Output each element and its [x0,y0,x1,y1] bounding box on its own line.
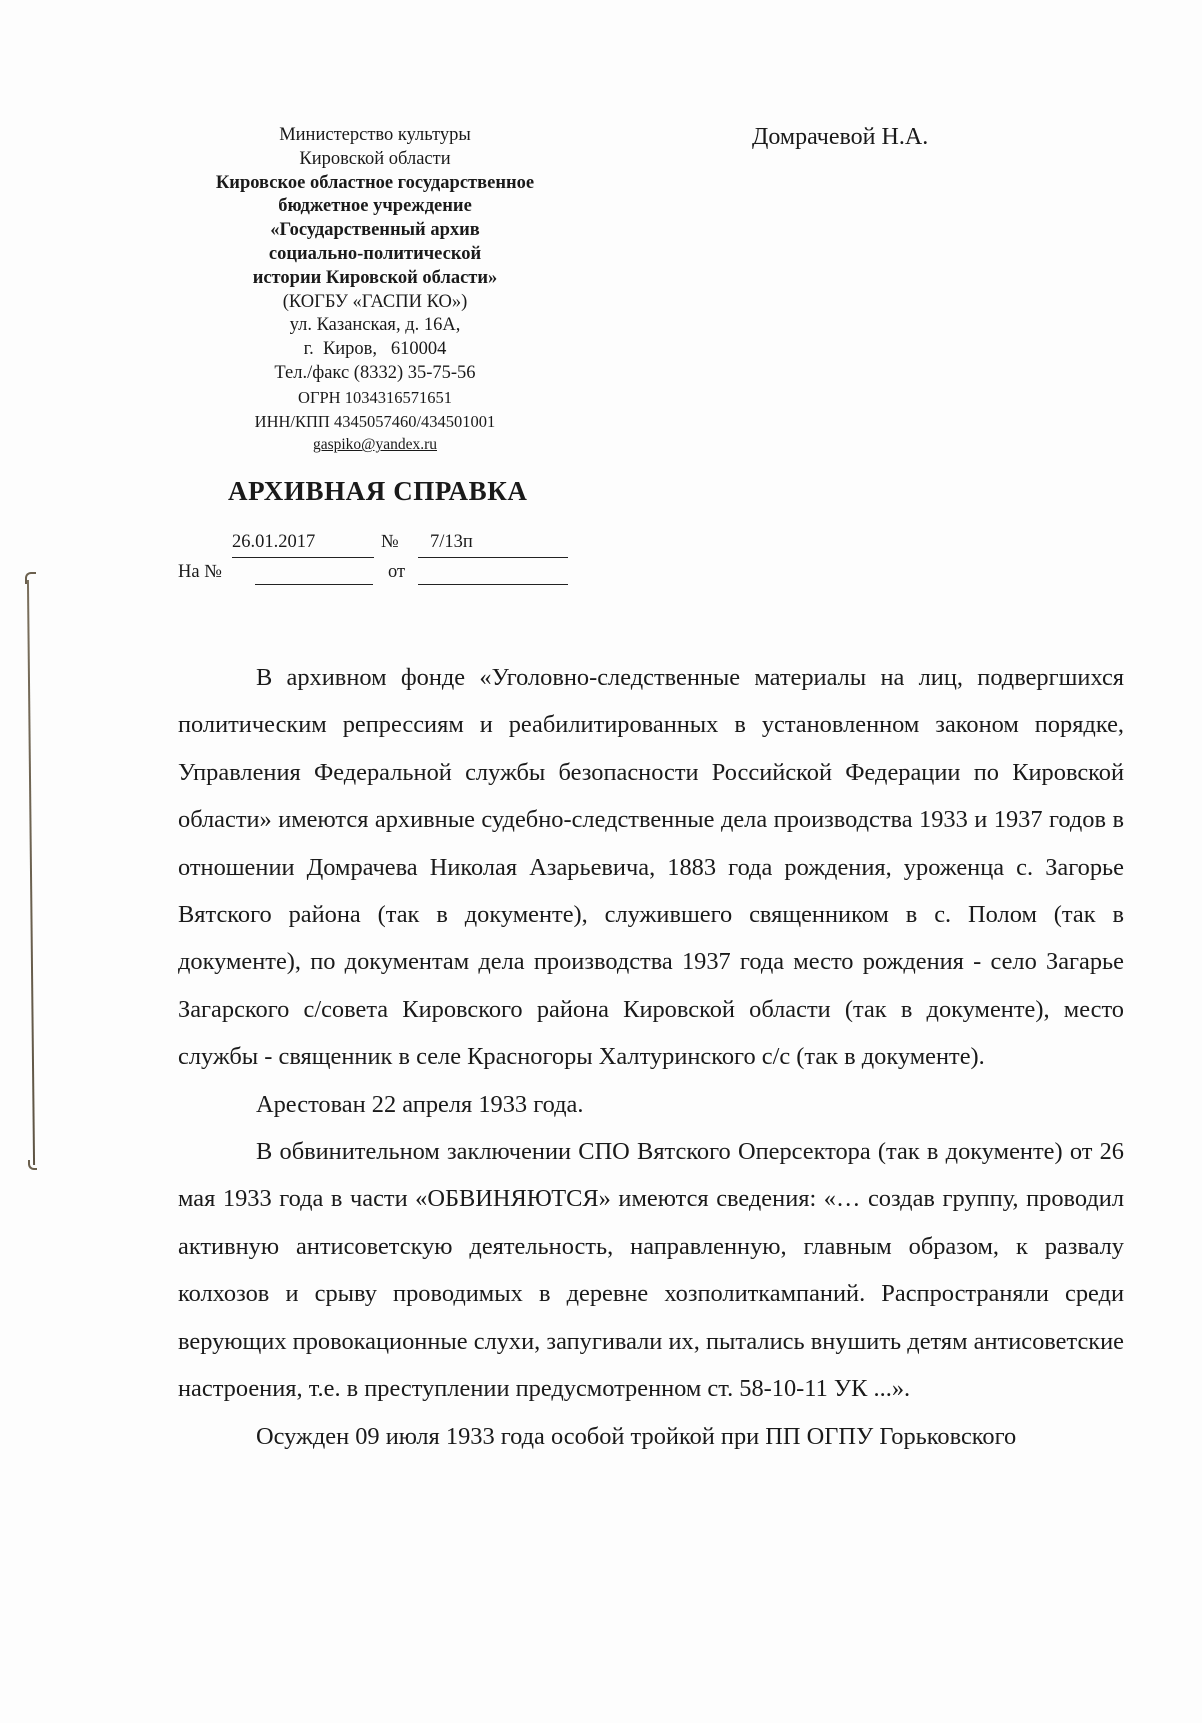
recipient-name: Домрачевой Н.А. [752,124,929,150]
reference-date-blank [418,584,568,585]
registration-number: 7/13п [430,532,473,552]
registration-number-underline [418,557,568,558]
registration-number-sign: № [381,532,399,552]
letterhead-line-ministry: Министерство культуры [279,125,471,145]
letterhead-line-street: ул. Казанская, д. 16А, [289,315,461,336]
paragraph-arrest: Арестован 22 апреля 1933 года. [256,1090,584,1118]
registration-date: 26.01.2017 [232,532,316,552]
letterhead-line-archive-name-1: «Государственный архив [270,220,480,241]
letterhead-line-institution: Кировское областное государственное [215,172,535,193]
document-title: АРХИВНАЯ СПРАВКА [228,476,528,506]
reference-number-blank [255,584,373,585]
paragraph-sentence: Осужден 09 июля 1933 года особой тройкой при ПП ОГПУ Горьковского [256,1422,1017,1450]
binding-thread [27,580,35,1165]
letterhead [185,124,565,457]
letterhead-email-link[interactable]: gaspiko@yandex.ru [312,436,438,454]
letterhead-line-institution-type: бюджетное учреждение [278,196,472,217]
binding-thread-bottom [28,1160,37,1170]
paragraph-indictment: В обвинительном заключении СПО Вятского Оперсектора (так в документе) от 26 мая 1933 года в части «ОБВИНЯЮТСЯ» имеются сведения: «… создав группу, проводил активную антисоветскую деятельность, направленную, главным образом, к развалу колхозов и срыву проводимых в деревне хозполиткампаний. Распространяли среди верующих провокационные слухи, запугивали их, пытались внушить детям антисоветские настроения, т.е. в преступлении предусмотренном ст. 58-10-11 УК ...». [178,1138,1124,1403]
registration-date-underline [232,557,374,558]
document-body [178,654,1124,1460]
paragraph-fund-description: В архивном фонде «Уголовно-следственные материалы на лиц, подвергшихся политическим репрессиям и реабилитированных в установленном законом порядке, Управления Федеральной службы безопасности Российской Федерации по Кировской области» имеются архивные судебно-следственные дела производства 1933 и 1937 годов в отношении Домрачева Николая Азарьевича, 1883 года рождения, уроженца с. Загорье Вятского района (так в документе), служившего священником в с. Полом (так в документе), по документам дела производства 1937 года место рождения - село Загарье Загарского с/совета Кировского района Кировской области (так в документе), место службы - священник в селе Красногоры Халтуринского с/с (так в документе). [178,664,1124,1071]
letterhead-line-abbreviation: (КОГБУ «ГАСПИ КО») [282,291,468,312]
reference-number-label: На № [178,562,222,582]
letterhead-line-inn: ИНН/КПП 4345057460/434501001 [254,411,496,431]
letterhead-line-phone: Тел./факс (8332) 35-75-56 [274,362,476,383]
letterhead-line-ogrn: ОГРН 1034316571651 [298,387,452,407]
reference-date-label: от [388,562,406,582]
letterhead-line-region: Кировской области [299,148,451,169]
letterhead-line-city: г. Киров, 610004 [303,339,447,360]
letterhead-line-archive-name-3: истории Кировской области» [252,267,498,288]
letterhead-line-archive-name-2: социально-политической [268,243,482,264]
